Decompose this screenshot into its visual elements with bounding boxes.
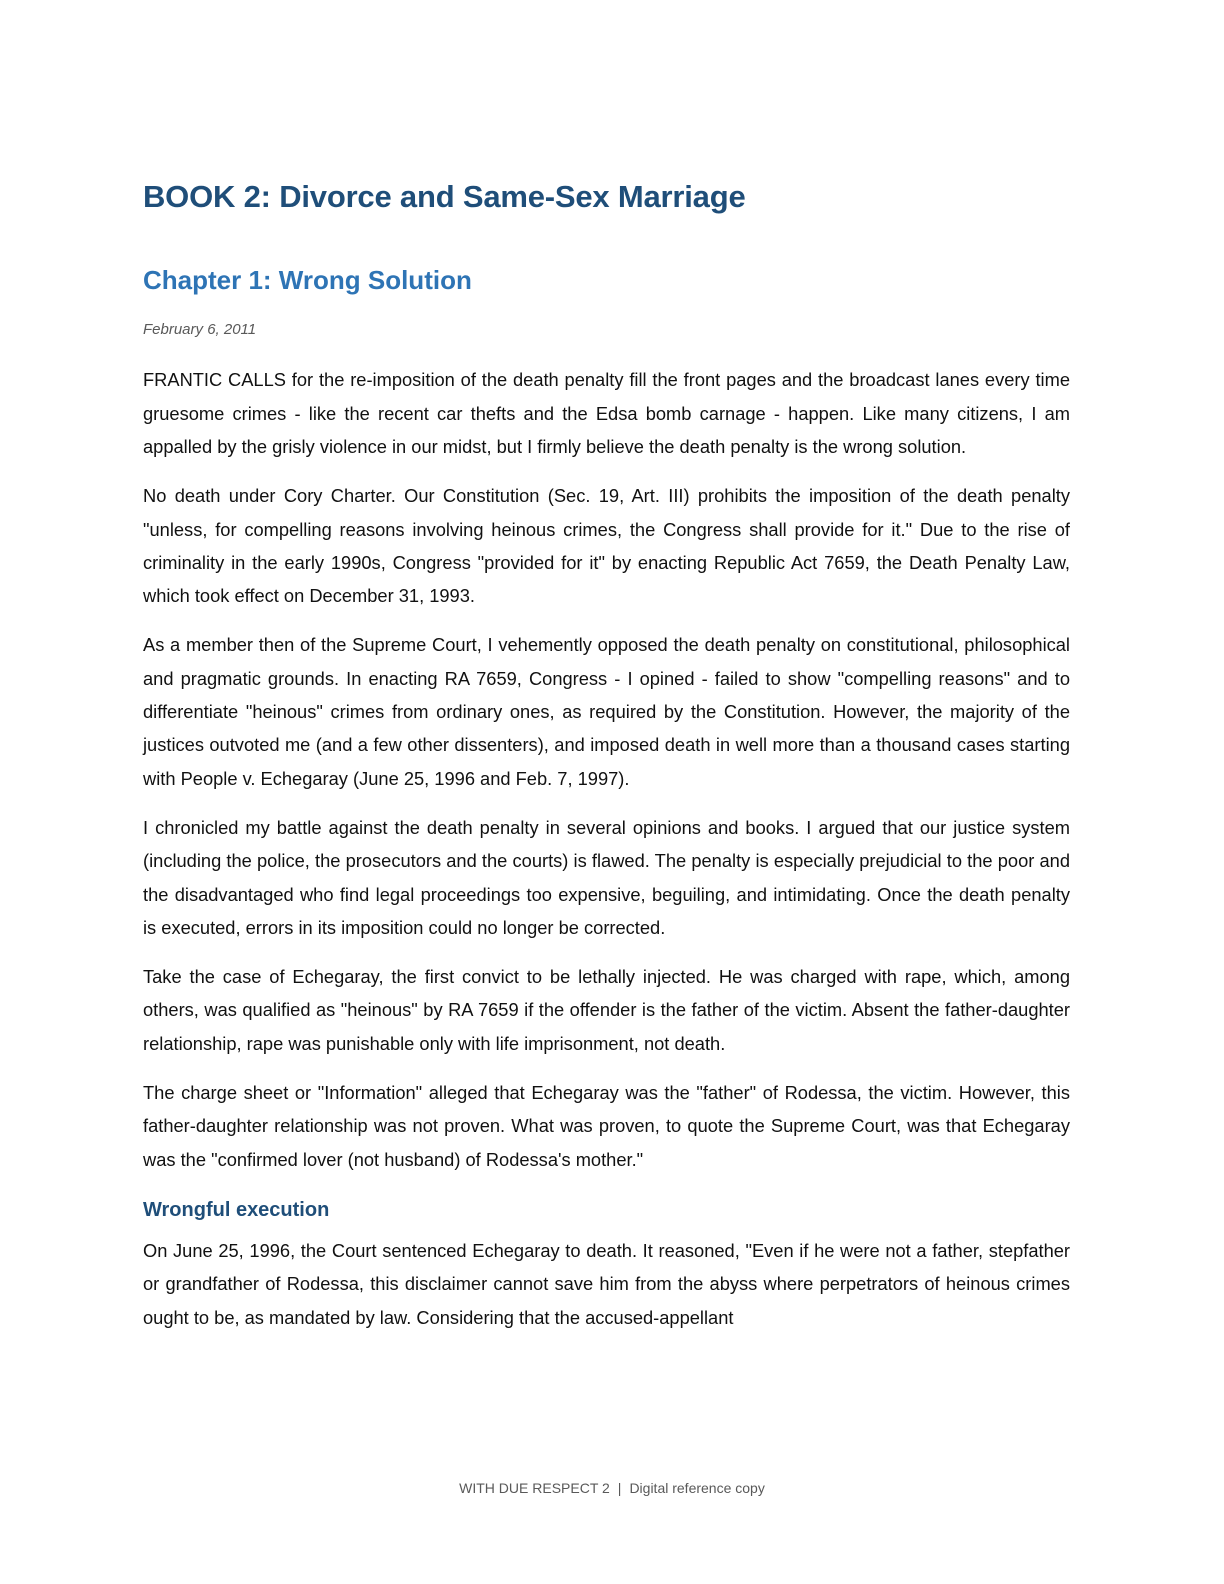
chapter-title: Chapter 1: Wrong Solution [143,265,472,296]
page-footer [0,1480,1224,1496]
body-paragraph: I chronicled my battle against the death penalty in several opinions and books. I argued that our justice system (including the police, the prosecutors and the courts) is flawed. The penalty is especially prejudicial to the poor and the disadvantaged who find legal proceedings too expensive, beguiling, and intimidating. Once the death penalty is executed, errors in its imposition could no longer be corrected. [143,816,1070,938]
body-paragraph: As a member then of the Supreme Court, I vehemently opposed the death penalty on constitutional, philosophical and pragmatic grounds. In enacting RA 7659, Congress - I opined - failed to show "compelling reasons" and to differentiate "heinous" crimes from ordinary ones, as required by the Constitution. However, the majority of the justices outvoted me (and a few other dissenters), and imposed death in well more than a thousand cases starting with People v. Echegaray (June 25, 1996 and Feb. 7, 1997). [143,634,1070,789]
footer-book-title: WITH DUE RESPECT 2 [459,1480,610,1496]
body-paragraph: Take the case of Echegaray, the first convict to be lethally injected. He was charged with rape, which, among others, was qualified as "heinous" by RA 7659 if the offender is the father of the victim. Absent the father-daughter relationship, rape was punishable only with life imprisonment, not death. [143,966,1070,1054]
footer-note: Digital reference copy [629,1480,765,1496]
body-paragraph: FRANTIC CALLS for the re-imposition of the death penalty fill the front pages and the broadcast lanes every time gruesome crimes - like the recent car thefts and the Edsa bomb carnage - happen. Like many citizens, I am appalled by the grisly violence in our midst, but I firmly believe the death penalty is the wrong solution. [143,369,1070,457]
footer-separator: | [617,1480,622,1496]
section-subheading: Wrongful execution [143,1198,330,1221]
body-paragraph: The charge sheet or "Information" alleged that Echegaray was the "father" of Rodessa, the victim. However, this father-daughter relationship was not proven. What was proven, to quote the Supreme Court, was that Echegaray was the "confirmed lover (not husband) of Rodessa's mother." [143,1082,1070,1170]
document-page [143,178,1070,1350]
publication-date: February 6, 2011 [143,321,257,339]
book-title: BOOK 2: Divorce and Same-Sex Marriage [143,179,746,214]
body-paragraph: No death under Cory Charter. Our Constitution (Sec. 19, Art. III) prohibits the imposition of the death penalty "unless, for compelling reasons involving heinous crimes, the Congress shall provide for it." Due to the rise of criminality in the early 1990s, Congress "provided for it" by enacting Republic Act 7659, the Death Penalty Law, which took effect on December 31, 1993. [143,485,1070,607]
body-paragraph: On June 25, 1996, the Court sentenced Echegaray to death. It reasoned, "Even if he were not a father, stepfather or grandfather of Rodessa, this disclaimer cannot save him from the abyss where perpetrators of heinous crimes ought to be, as mandated by law. Considering that the accused-appellant [143,1239,1070,1328]
